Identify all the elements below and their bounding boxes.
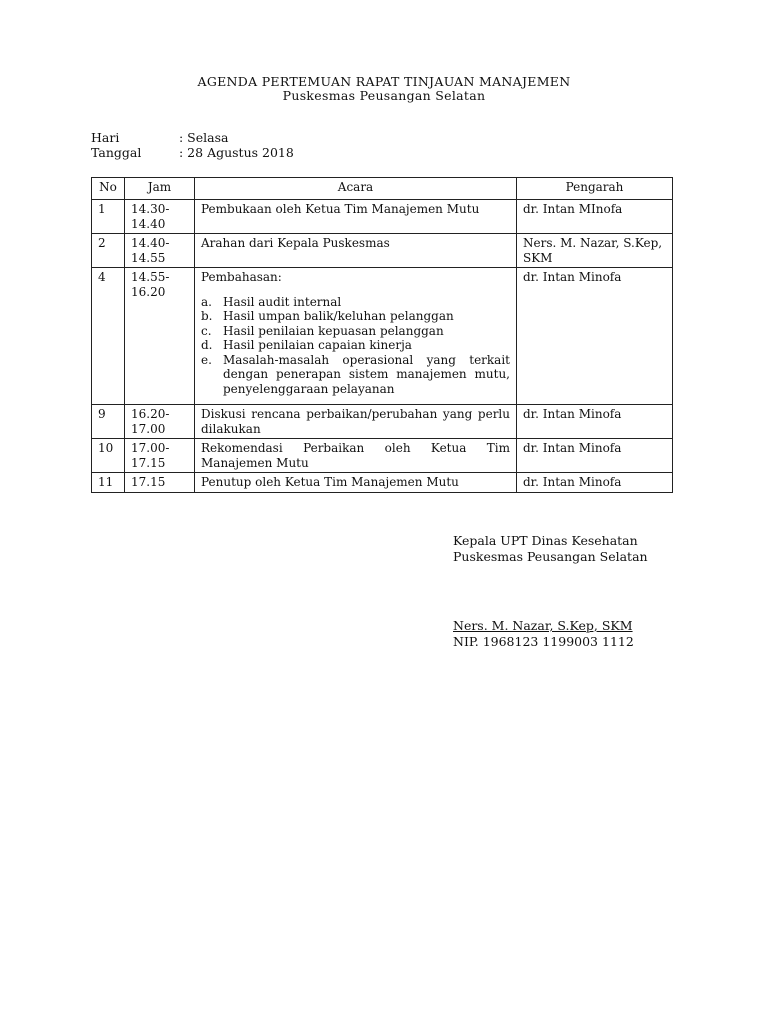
cell-pengarah: dr. Intan Minofa [517, 268, 673, 405]
acara-heading: Pembahasan: [201, 270, 282, 284]
list-text: Masalah-masalah operasional yang terkait dengan penerapan sistem manajemen mutu, penyelenggaraan pelayanan [223, 352, 510, 396]
signature-title-line2: Puskesmas Peusangan Selatan [453, 549, 648, 564]
cell-no: 11 [92, 473, 125, 493]
meta-hari [91, 130, 228, 145]
signature-block [453, 533, 648, 565]
header-acara: Acara [195, 178, 517, 200]
table-row [92, 439, 673, 473]
list-marker: c. [201, 323, 212, 338]
cell-pengarah: dr. Intan Minofa [517, 473, 673, 493]
hari-label: Hari [91, 130, 120, 145]
table-row [92, 268, 673, 405]
meta-tanggal [91, 145, 294, 160]
signature-title-line1: Kepala UPT Dinas Kesehatan [453, 533, 638, 548]
signatory-name: Ners. M. Nazar, S.Kep, SKM [453, 618, 633, 633]
cell-no: 4 [92, 268, 125, 405]
cell-pengarah: dr. Intan Minofa [517, 405, 673, 439]
table-row [92, 200, 673, 234]
hari-value: : Selasa [179, 130, 229, 145]
header-jam: Jam [125, 178, 195, 200]
cell-acara: Diskusi rencana perbaikan/perubahan yang perlu dilakukan [195, 405, 517, 439]
document-title: AGENDA PERTEMUAN RAPAT TINJAUAN MANAJEMEN [197, 74, 571, 89]
table-header-row [92, 178, 673, 200]
cell-acara: Penutup oleh Ketua Tim Manajemen Mutu [195, 473, 517, 493]
list-marker: e. [201, 352, 212, 367]
cell-jam: 14.55- 16.20 [125, 268, 195, 405]
agenda-table [91, 177, 673, 493]
document-subtitle: Puskesmas Peusangan Selatan [282, 88, 486, 103]
cell-no: 10 [92, 439, 125, 473]
list-marker: a. [201, 294, 212, 309]
list-item [201, 295, 510, 310]
discussion-list [201, 295, 510, 397]
cell-no: 2 [92, 234, 125, 268]
signatory-block [453, 618, 634, 650]
header-no: No [92, 178, 125, 200]
list-text: Hasil penilaian capaian kinerja [223, 338, 412, 352]
cell-pengarah: dr. Intan MInofa [517, 200, 673, 234]
cell-jam: 14.30- 14.40 [125, 200, 195, 234]
list-text: Hasil umpan balik/keluhan pelanggan [223, 309, 454, 323]
list-item [201, 309, 510, 324]
list-text: Hasil penilaian kepuasan pelanggan [223, 323, 444, 338]
cell-acara: Pembukaan oleh Ketua Tim Manajemen Mutu [195, 200, 517, 234]
cell-pengarah: Ners. M. Nazar, S.Kep, SKM [517, 234, 673, 268]
list-item [201, 324, 510, 339]
cell-acara: Arahan dari Kepala Puskesmas [195, 234, 517, 268]
list-marker: d. [201, 338, 213, 352]
cell-no: 9 [92, 405, 125, 439]
tanggal-label: Tanggal [91, 145, 142, 160]
cell-jam: 14.40- 14.55 [125, 234, 195, 268]
list-text: Hasil audit internal [223, 294, 342, 309]
cell-pengarah: dr. Intan Minofa [517, 439, 673, 473]
table-row [92, 234, 673, 268]
cell-acara [195, 268, 517, 405]
cell-jam: 17.15 [125, 473, 195, 493]
tanggal-value: : 28 Agustus 2018 [179, 145, 294, 160]
cell-no: 1 [92, 200, 125, 234]
cell-jam: 16.20- 17.00 [125, 405, 195, 439]
cell-acara: Rekomendasi Perbaikan oleh Ketua Tim Manajemen Mutu [195, 439, 517, 473]
list-marker: b. [201, 309, 213, 323]
table-row [92, 405, 673, 439]
signatory-nip: NIP. 1968123 1199003 1112 [453, 634, 634, 649]
list-item [201, 338, 510, 353]
header-pengarah: Pengarah [517, 178, 673, 200]
table-row [92, 473, 673, 493]
cell-jam: 17.00- 17.15 [125, 439, 195, 473]
list-item [201, 353, 510, 397]
